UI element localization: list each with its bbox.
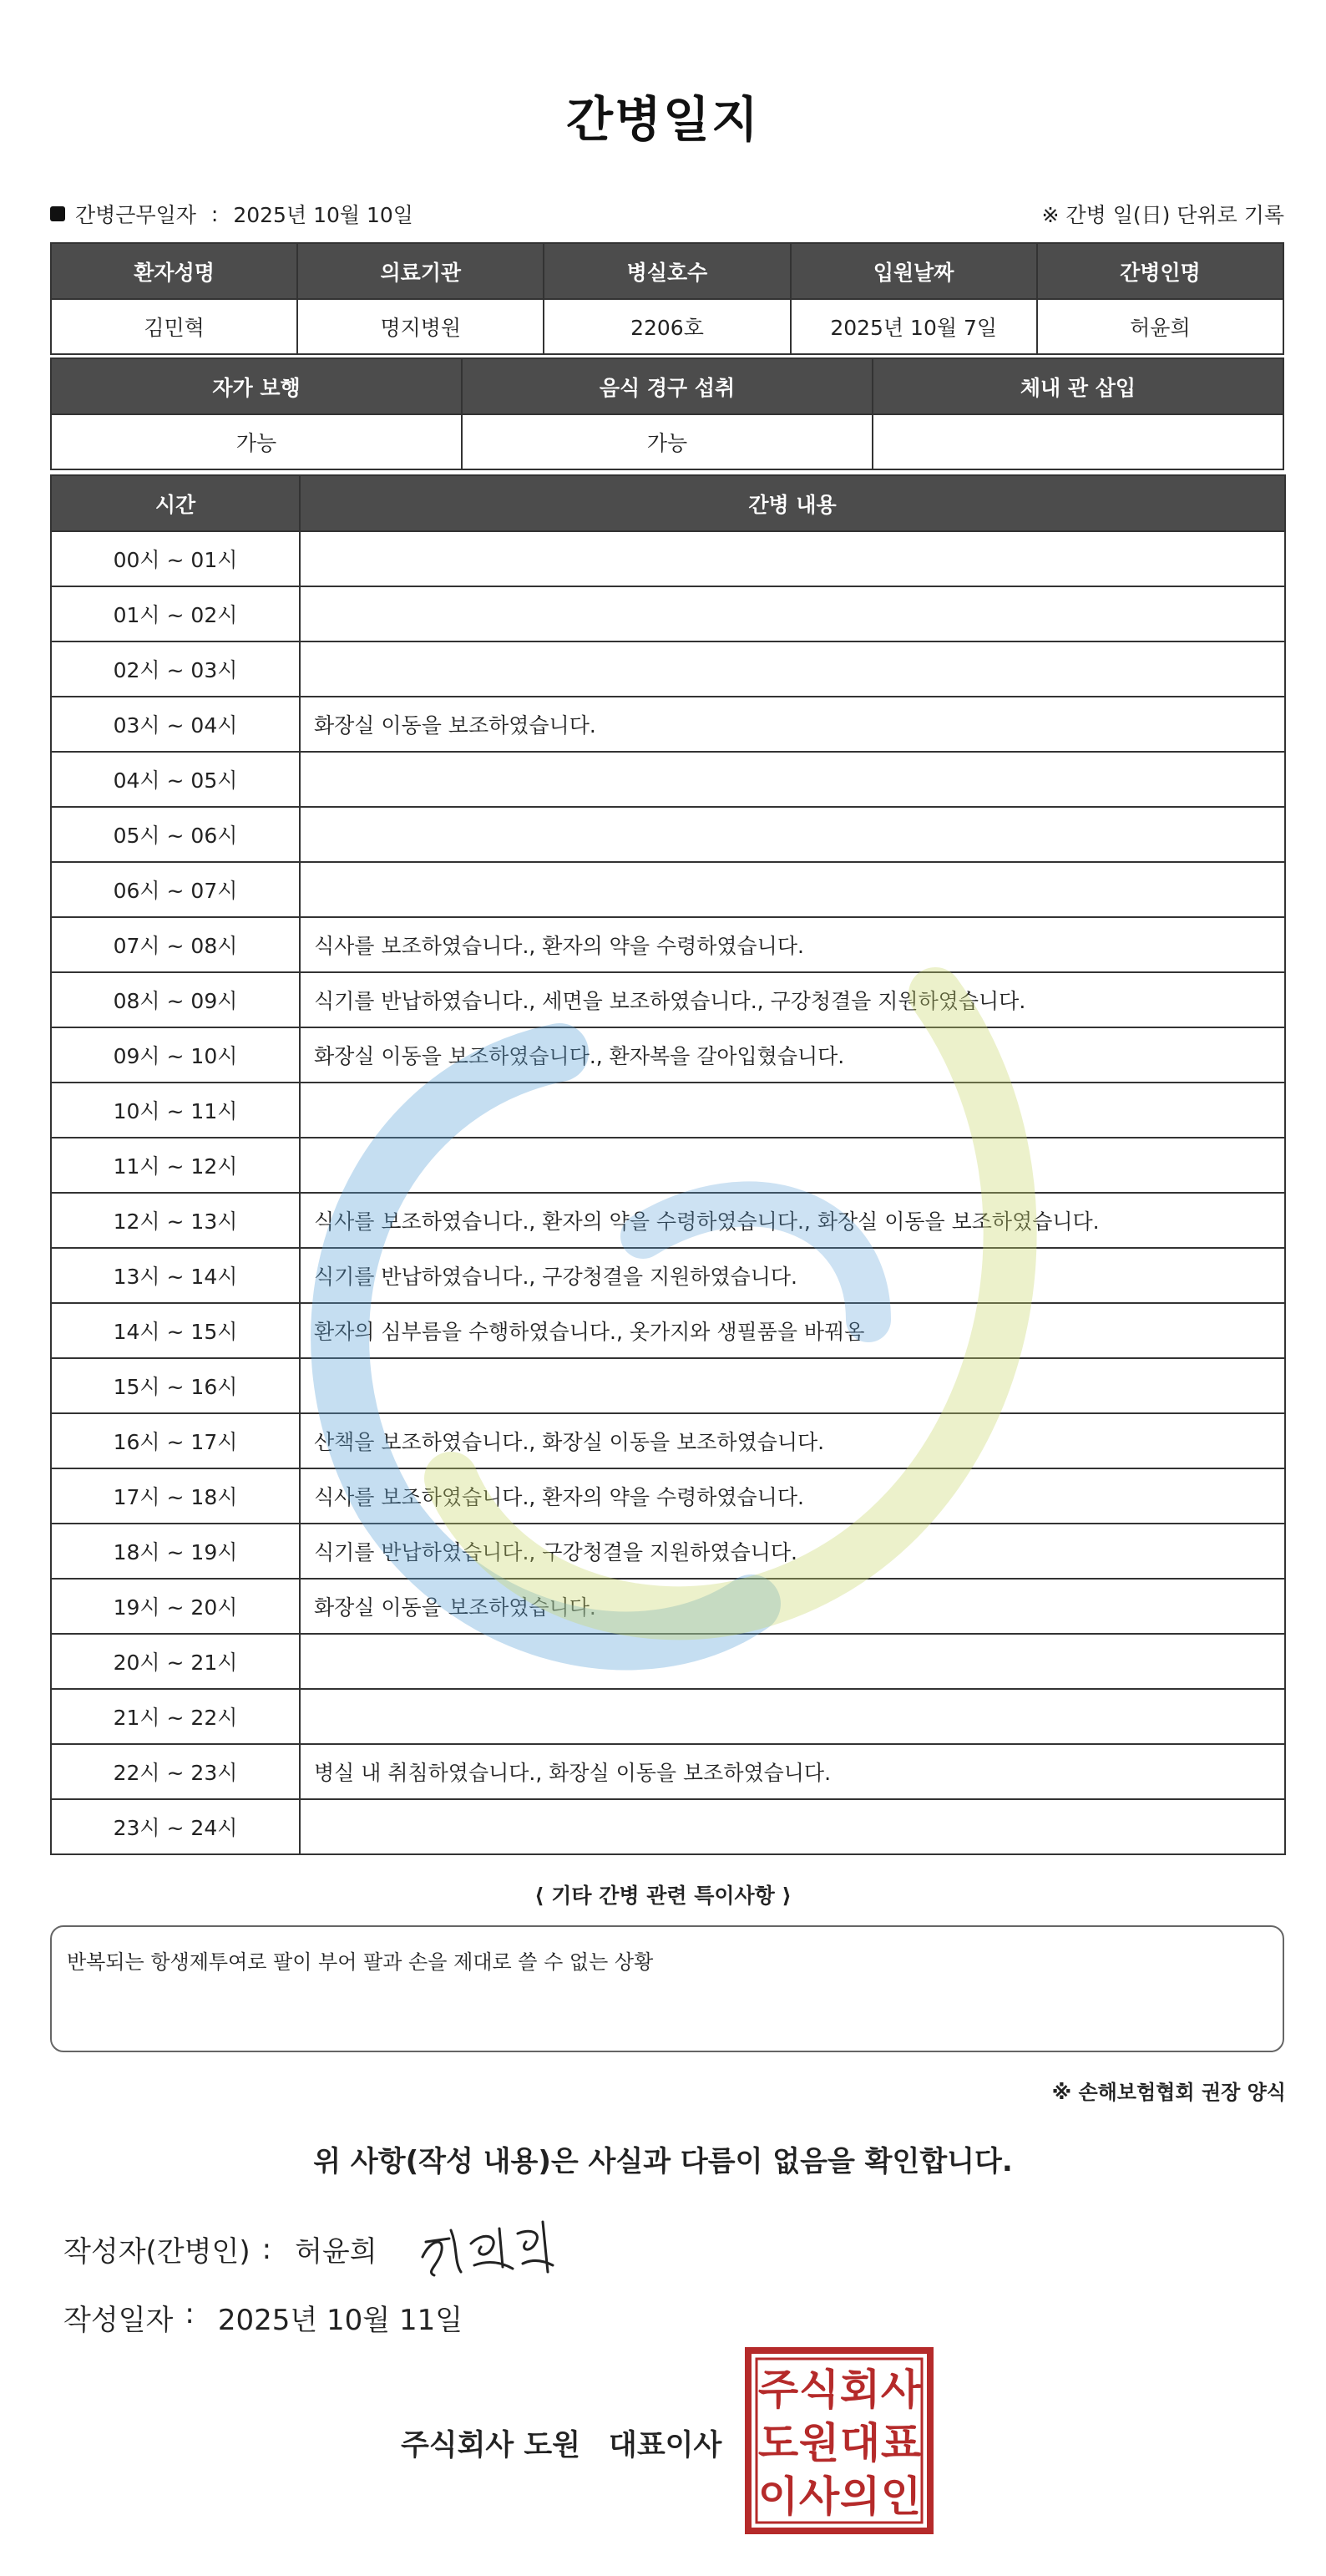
care-log-row — [51, 752, 1285, 807]
log-content-cell — [300, 1138, 1285, 1193]
log-time-cell: 14시 ~ 15시 — [51, 1303, 300, 1358]
header-patient-name: 환자성명 — [51, 243, 297, 299]
seal-character: 회 — [839, 2366, 881, 2414]
log-time-cell: 11시 ~ 12시 — [51, 1138, 300, 1193]
write-date-separator: : — [185, 2297, 195, 2330]
log-time-cell: 15시 ~ 16시 — [51, 1358, 300, 1413]
confirmation-statement: 위 사항(작성 내용)은 사실과 다름이 없음을 확인합니다. — [313, 2145, 1013, 2178]
log-time-cell: 18시 ~ 19시 — [51, 1524, 300, 1579]
log-content-cell: 산책을 보조하였습니다., 화장실 이동을 보조하였습니다. — [300, 1413, 1285, 1468]
log-content-cell: 환자의 심부름을 수행하였습니다., 옷가지와 생필품을 바꿔옴 — [300, 1303, 1285, 1358]
seal-character: 의 — [839, 2472, 881, 2521]
log-time-cell: 04시 ~ 05시 — [51, 752, 300, 807]
oral-intake-value: 가능 — [462, 414, 873, 469]
log-time-cell: 06시 ~ 07시 — [51, 862, 300, 917]
company-seal-stamp — [743, 2345, 935, 2536]
write-date-label: 작성일자 — [63, 2304, 174, 2337]
patient-status-value-row — [51, 414, 1283, 469]
company-name: 주식회사 도원 — [401, 2429, 581, 2462]
care-log-row — [51, 1193, 1285, 1248]
room-number-value: 2206호 — [544, 299, 790, 354]
log-time-cell: 00시 ~ 01시 — [51, 531, 300, 586]
company-signature-line — [401, 2422, 721, 2464]
log-time-cell: 08시 ~ 09시 — [51, 972, 300, 1027]
author-label: 작성자(간병인) — [63, 2235, 251, 2269]
log-time-cell: 22시 ~ 23시 — [51, 1744, 300, 1799]
care-log-header-row — [51, 475, 1285, 531]
patient-info-header-row — [51, 243, 1283, 299]
care-log-row — [51, 1138, 1285, 1193]
care-log-row — [51, 697, 1285, 752]
log-time-cell: 19시 ~ 20시 — [51, 1579, 300, 1634]
work-date-value: 2025년 10월 10일 — [233, 203, 413, 227]
care-log-row — [51, 1303, 1285, 1358]
log-time-cell: 20시 ~ 21시 — [51, 1634, 300, 1689]
care-log-row — [51, 1358, 1285, 1413]
write-date-row — [63, 2297, 463, 2338]
log-content-cell: 병실 내 취침하였습니다., 화장실 이동을 보조하였습니다. — [300, 1744, 1285, 1799]
care-log-row — [51, 917, 1285, 972]
care-log-row — [51, 1524, 1285, 1579]
seal-character: 사 — [798, 2472, 840, 2521]
care-log-row — [51, 1027, 1285, 1083]
patient-status-table — [50, 357, 1284, 470]
care-log-row — [51, 531, 1285, 586]
log-content-cell: 식사를 보조하였습니다., 환자의 약을 수령하였습니다., 화장실 이동을 보조하였습니다. — [300, 1193, 1285, 1248]
header-tube-insertion: 체내 관 삽입 — [873, 358, 1283, 414]
patient-name-value: 김민혁 — [51, 299, 297, 354]
patient-status-header-row — [51, 358, 1283, 414]
care-log-row — [51, 1579, 1285, 1634]
seal-character: 도 — [757, 2419, 799, 2467]
tube-insertion-value — [873, 414, 1283, 469]
log-content-cell — [300, 1083, 1285, 1138]
work-date-row — [50, 199, 1284, 232]
header-admission-date: 입원날짜 — [791, 243, 1037, 299]
log-time-cell: 01시 ~ 02시 — [51, 586, 300, 641]
care-log-row — [51, 972, 1285, 1027]
special-notes-title: ⟨ 기타 간병 관련 특이사항 ⟩ — [534, 1884, 792, 1908]
log-time-cell: 13시 ~ 14시 — [51, 1248, 300, 1303]
admission-date-value: 2025년 10월 7일 — [791, 299, 1037, 354]
caregiver-name-value: 허윤희 — [1037, 299, 1283, 354]
seal-character: 표 — [880, 2419, 922, 2467]
log-content-cell — [300, 1634, 1285, 1689]
author-name: 허윤희 — [295, 2235, 377, 2269]
author-row — [63, 2229, 377, 2269]
header-oral-intake: 음식 경구 섭취 — [462, 358, 873, 414]
care-log-row — [51, 1634, 1285, 1689]
log-content-cell: 식기를 반납하였습니다., 구강청결을 지원하였습니다. — [300, 1524, 1285, 1579]
log-content-cell — [300, 862, 1285, 917]
handwritten-signature — [416, 2213, 566, 2282]
form-recommendation-note: ※ 손해보험협회 권장 양식 — [1051, 2081, 1286, 2104]
work-date-label: 간병근무일자 — [75, 203, 196, 227]
header-self-walking: 자가 보행 — [51, 358, 462, 414]
seal-character: 이 — [757, 2472, 799, 2521]
care-log-row — [51, 862, 1285, 917]
log-time-cell: 02시 ~ 03시 — [51, 641, 300, 697]
header-time: 시간 — [51, 475, 300, 531]
write-date-value: 2025년 10월 11일 — [217, 2304, 463, 2337]
log-content-cell — [300, 641, 1285, 697]
care-log-row — [51, 1083, 1285, 1138]
care-log-row — [51, 586, 1285, 641]
patient-info-table — [50, 242, 1284, 355]
log-content-cell: 화장실 이동을 보조하였습니다., 환자복을 갈아입혔습니다. — [300, 1027, 1285, 1083]
author-separator: : — [261, 2232, 272, 2266]
medical-institution-value: 명지병원 — [297, 299, 544, 354]
patient-info-value-row — [51, 299, 1283, 354]
log-content-cell — [300, 531, 1285, 586]
special-notes-box — [50, 1925, 1284, 2052]
header-medical-institution: 의료기관 — [297, 243, 544, 299]
log-time-cell: 09시 ~ 10시 — [51, 1027, 300, 1083]
log-content-cell: 식사를 보조하였습니다., 환자의 약을 수령하였습니다. — [300, 1468, 1285, 1524]
header-care-content: 간병 내용 — [300, 475, 1285, 531]
log-content-cell — [300, 1358, 1285, 1413]
log-content-cell: 화장실 이동을 보조하였습니다. — [300, 697, 1285, 752]
log-content-cell — [300, 1689, 1285, 1744]
care-log-row — [51, 1248, 1285, 1303]
care-log-row — [51, 641, 1285, 697]
self-walking-value: 가능 — [51, 414, 462, 469]
company-role: 대표이사 — [609, 2429, 722, 2462]
seal-character: 원 — [798, 2419, 840, 2467]
care-log-row — [51, 1799, 1285, 1854]
log-time-cell: 12시 ~ 13시 — [51, 1193, 300, 1248]
log-time-cell: 03시 ~ 04시 — [51, 697, 300, 752]
log-time-cell: 10시 ~ 11시 — [51, 1083, 300, 1138]
log-content-cell: 화장실 이동을 보조하였습니다. — [300, 1579, 1285, 1634]
log-time-cell: 05시 ~ 06시 — [51, 807, 300, 862]
log-content-cell — [300, 752, 1285, 807]
header-room-number: 병실호수 — [544, 243, 790, 299]
log-content-cell: 식기를 반납하였습니다., 구강청결을 지원하였습니다. — [300, 1248, 1285, 1303]
log-content-cell — [300, 586, 1285, 641]
work-date-separator: : — [210, 201, 219, 226]
page-title: 간병일지 — [565, 91, 761, 148]
seal-character: 식 — [798, 2366, 840, 2414]
log-time-cell: 17시 ~ 18시 — [51, 1468, 300, 1524]
care-log-row — [51, 1744, 1285, 1799]
seal-character: 인 — [880, 2472, 922, 2521]
header-caregiver-name: 간병인명 — [1037, 243, 1283, 299]
seal-character: 주 — [757, 2366, 799, 2414]
log-content-cell: 식사를 보조하였습니다., 환자의 약을 수령하였습니다. — [300, 917, 1285, 972]
care-log-table — [50, 474, 1286, 1855]
care-log-row — [51, 1413, 1285, 1468]
record-unit-note: ※ 간병 일(日) 단위로 기록 — [1041, 203, 1284, 227]
log-time-cell: 21시 ~ 22시 — [51, 1689, 300, 1744]
care-log-row — [51, 807, 1285, 862]
log-time-cell: 07시 ~ 08시 — [51, 917, 300, 972]
log-content-cell: 식기를 반납하였습니다., 세면을 보조하였습니다., 구강청결을 지원하였습니다. — [300, 972, 1285, 1027]
square-bullet-icon — [50, 206, 65, 221]
log-content-cell — [300, 1799, 1285, 1854]
log-content-cell — [300, 807, 1285, 862]
seal-character: 사 — [880, 2366, 922, 2414]
log-time-cell: 16시 ~ 17시 — [51, 1413, 300, 1468]
care-log-row — [51, 1689, 1285, 1744]
care-log-row — [51, 1468, 1285, 1524]
log-time-cell: 23시 ~ 24시 — [51, 1799, 300, 1854]
special-notes-text: 반복되는 항생제투여로 팔이 부어 팔과 손을 제대로 쓸 수 없는 상황 — [67, 1950, 654, 1974]
seal-character: 대 — [839, 2419, 881, 2467]
